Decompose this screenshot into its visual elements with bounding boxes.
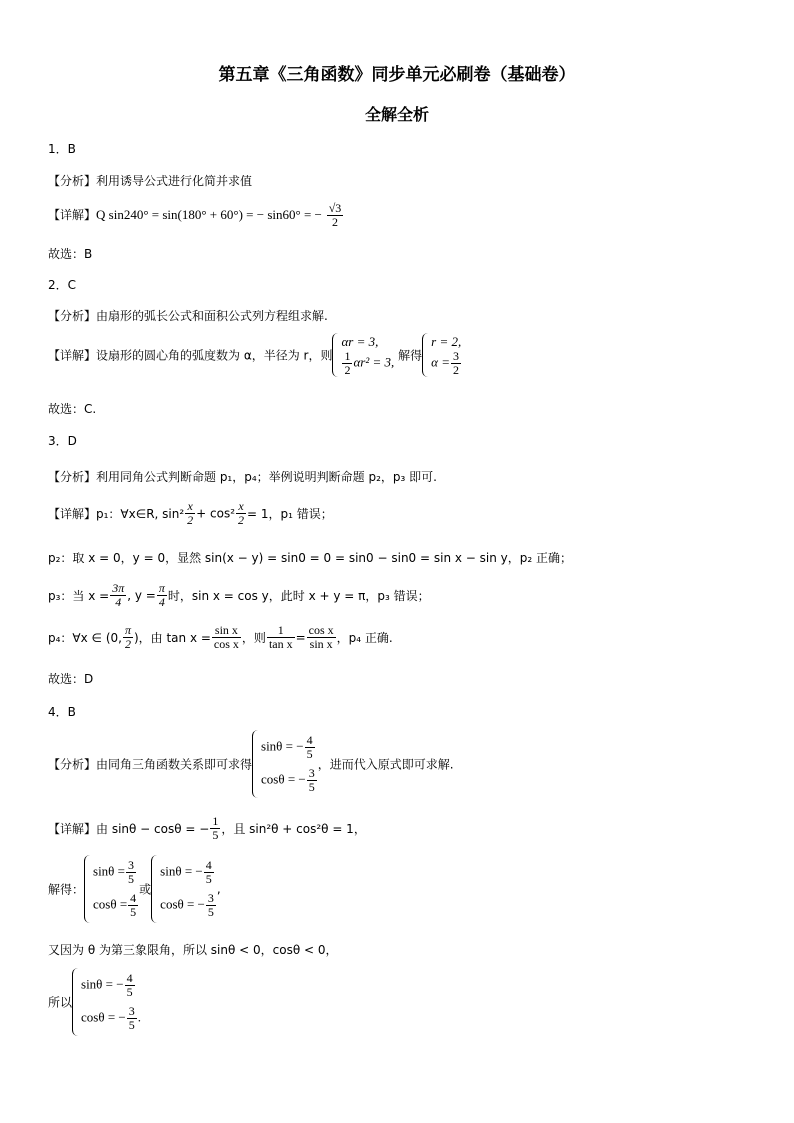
frac-denominator: tan x (268, 637, 293, 651)
system-row (261, 767, 318, 794)
q2-system-1 (341, 334, 394, 377)
q4-solve-label: 解得： (48, 882, 85, 897)
frac-numerator: x (185, 500, 195, 514)
q2-detail-text: 【详解】设扇形的圆心角的弧度数为 α，半径为 r，则 (48, 348, 333, 363)
p1-text: = 1，p₁ 错误； (247, 507, 333, 521)
system-row-text: cosθ = − (261, 771, 306, 787)
q4-answer: 4．B (48, 705, 76, 719)
system-row (160, 859, 217, 886)
q3-choose: 故选：D (48, 672, 94, 686)
system-row-text: sinθ = − (81, 976, 124, 992)
q4-detail (48, 815, 366, 842)
q4-analysis-system (261, 734, 318, 794)
system-row-text: sinθ = (93, 863, 125, 879)
q4-final (48, 968, 141, 1036)
frac-numerator: 3 (128, 858, 134, 872)
frac-denominator: sin x (309, 637, 333, 651)
comma: , (216, 882, 221, 896)
p4-text: p₄：∀x ∈ (0, (48, 631, 122, 645)
p4-text: )，由 tan x = (133, 631, 211, 645)
q4-detail-text: 【详解】由 sinθ − cosθ = − (48, 822, 210, 836)
q1-detail-label: 【详解】 (48, 208, 97, 222)
frac-numerator: 1 (212, 814, 219, 828)
system-row-text: sinθ = − (261, 738, 304, 754)
frac-numerator: 3π (112, 581, 125, 595)
q4-detail-text: ，且 sin²θ + cos²θ = 1， (221, 822, 366, 836)
q3-p2: p₂：取 x = 0，y = 0，显然 sin(x − y) = sin0 = 0 = sin0 − sin0 = sin x − sin y，p₂ 正确； (48, 551, 573, 565)
left-brace (72, 968, 78, 1036)
q4-so-label: 所以 (48, 995, 73, 1010)
frac-numerator: 3 (453, 348, 459, 363)
frac-numerator: 1 (344, 348, 351, 363)
left-brace (252, 730, 258, 798)
p1-text: 【详解】p₁：∀x∈R, sin² (48, 507, 185, 521)
p3-text: 时，sin x = cos y，此时 x + y = π，p₃ 错误； (167, 589, 430, 603)
frac-denominator: 5 (308, 780, 315, 794)
system-row (431, 350, 462, 377)
page-title: 第五章《三角函数》同步单元必刷卷（基础卷） (218, 65, 576, 85)
q2-solve-label: 解得 (398, 348, 423, 363)
system-row (93, 892, 139, 919)
frac-numerator: sin x (212, 624, 241, 638)
system-row (341, 350, 394, 377)
frac-denominator: 5 (207, 905, 214, 919)
q1-fraction (327, 202, 344, 229)
frac-numerator: 4 (126, 971, 133, 985)
q3-p3 (48, 582, 430, 609)
q2-system-2 (431, 334, 462, 377)
system-row (81, 972, 141, 999)
frac-denominator: 5 (126, 985, 133, 999)
q4-analysis-text: ，进而代入原式即可求解. (317, 757, 454, 772)
frac-numerator: 4 (306, 733, 313, 747)
system-row (261, 734, 318, 761)
system-row-text: cosθ = − (160, 896, 205, 912)
p1-text: + cos² (196, 506, 236, 521)
system-row-text: cosθ = (93, 896, 128, 912)
q3-analysis: 【分析】利用同角公式判断命题 p₁，p₄；举例说明判断命题 p₂，p₃ 即可. (48, 470, 437, 484)
q4-solutions (48, 855, 221, 923)
frac-numerator: 1 (267, 624, 295, 638)
p4-text: ，则 (241, 631, 266, 645)
system-row: αr = 3, (341, 333, 379, 349)
left-brace (151, 855, 157, 923)
frac-numerator: 4 (130, 891, 137, 905)
or-label: 或 (139, 882, 152, 897)
page-subtitle: 全解全析 (364, 105, 429, 124)
p4-text: = (295, 630, 306, 645)
q4-quadrant: 又因为 θ 为第三象限角，所以 sinθ < 0，cosθ < 0， (48, 943, 338, 957)
system-row (160, 892, 217, 919)
frac-numerator: x (236, 500, 246, 514)
left-brace (332, 333, 338, 377)
frac-numerator: 3 (207, 891, 214, 905)
left-brace (422, 333, 428, 377)
q1-detail-math: Q sin240° = sin(180° + 60°) = − sin60° = − (96, 207, 322, 222)
p3-text: p₃：当 x = (48, 589, 110, 603)
q3-detail-p1 (48, 500, 333, 527)
system-row-text: cosθ = − (81, 1009, 126, 1025)
frac-denominator: 5 (128, 1018, 135, 1032)
q3-answer: 3．D (48, 434, 77, 448)
q4-analysis (48, 730, 454, 798)
system-row-text: sinθ = − (160, 863, 203, 879)
frac-denominator: 2 (344, 362, 351, 377)
system-row (81, 1005, 141, 1032)
frac-denominator: 2 (238, 513, 245, 527)
system-row-text: α = (431, 353, 450, 369)
frac-numerator: 3 (308, 766, 315, 780)
q2-choose: 故选：C. (48, 402, 97, 416)
q1-detail (48, 202, 344, 229)
p4-text: ，p₄ 正确. (336, 631, 393, 645)
frac-denominator: 2 (331, 215, 338, 229)
frac-denominator: 5 (130, 905, 137, 919)
q3-p4 (48, 624, 393, 651)
left-brace (84, 855, 90, 923)
q2-answer: 2．C (48, 278, 77, 292)
frac-denominator: 5 (128, 872, 134, 886)
frac-denominator: 4 (158, 595, 165, 609)
q1-choose: 故选：B (48, 247, 93, 261)
q4-solution-1 (93, 859, 139, 919)
q1-analysis: 【分析】利用诱导公式进行化简并求值 (48, 174, 253, 188)
p3-text: , y = (127, 588, 156, 603)
q4-solution-2 (160, 859, 217, 919)
period: . (137, 1009, 141, 1025)
frac-numerator: 3 (128, 1004, 135, 1018)
frac-numerator: √3 (328, 201, 342, 215)
system-row: r = 2, (431, 333, 462, 349)
q2-detail (48, 333, 462, 377)
system-row (93, 859, 139, 886)
system-row-text: αr² = 3, (353, 353, 395, 369)
frac-numerator: 4 (205, 858, 212, 872)
frac-denominator: 5 (205, 872, 212, 886)
frac-numerator: π (158, 581, 165, 595)
frac-numerator: cos x (308, 623, 334, 637)
frac-denominator: 2 (453, 362, 459, 377)
q4-analysis-text: 【分析】由同角三角函数关系即可求得 (48, 757, 253, 772)
frac-denominator: cos x (213, 637, 239, 651)
frac-denominator: 2 (187, 513, 194, 527)
q2-analysis: 【分析】由扇形的弧长公式和面积公式列方程组求解. (48, 309, 328, 323)
frac-denominator: 2 (124, 637, 131, 651)
frac-denominator: 4 (115, 595, 122, 609)
frac-denominator: 5 (212, 828, 219, 842)
q4-final-system (81, 972, 141, 1032)
frac-numerator: π (124, 623, 131, 637)
frac-denominator: 5 (306, 747, 313, 761)
q1-answer: 1．B (48, 142, 76, 156)
